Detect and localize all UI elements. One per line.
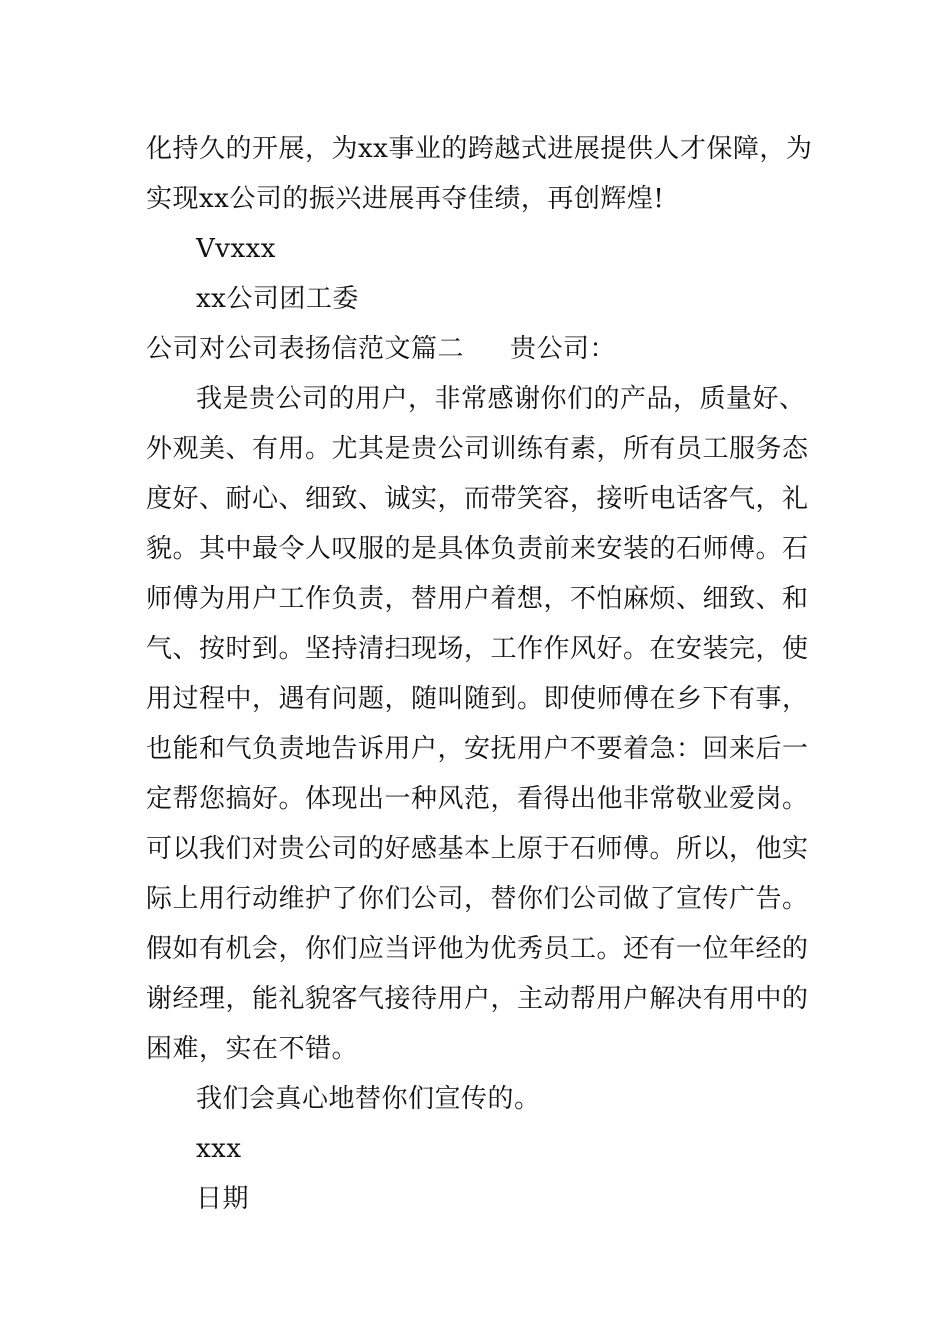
- body-line: 师傅为用户工作负责，替用户着想，不怕麻烦、细致、和: [146, 584, 809, 614]
- body-line: 假如有机会，你们应当评他为优秀员工。还有一位年经的: [146, 934, 809, 964]
- intro-line: 实现xx公司的振兴进展再夺佳绩，再创辉煌!: [146, 184, 665, 214]
- body-line: 我是贵公司的用户，非常感谢你们的产品，质量好、: [196, 384, 806, 414]
- intro-line: 化持久的开展，为xx事业的跨越式进展提供人才保障，为: [146, 134, 813, 164]
- closing-line: 我们会真心地替你们宣传的。: [196, 1084, 541, 1114]
- body-line: 可以我们对贵公司的好感基本上原于石师傅。所以，他实: [146, 834, 809, 864]
- body-line: 困难，实在不错。: [146, 1034, 359, 1064]
- body-line: 貌。其中最令人叹服的是具体负责前来安装的石师傅。石: [146, 534, 809, 564]
- body-line: 谢经理，能礼貌客气接待用户，主动帮用户解决有用中的: [146, 984, 809, 1014]
- date-label: 日期: [196, 1184, 250, 1214]
- salutation: 贵公司：: [510, 334, 617, 364]
- section-heading-row: [146, 333, 616, 365]
- body-line: 度好、耐心、细致、诚实，而带笑容，接听电话客气，礼: [146, 484, 809, 514]
- body-line: 际上用行动维护了你们公司，替你们公司做了宣传广告。: [146, 884, 809, 914]
- section-title: 公司对公司表扬信范文篇二: [146, 334, 465, 364]
- body-line: 定帮您搞好。体现出一种风范，看得出他非常敬业爱岗。: [146, 784, 809, 814]
- signature-name: xxx: [196, 1134, 242, 1164]
- body-line: 外观美、有用。尤其是贵公司训练有素，所有员工服务态: [146, 434, 809, 464]
- body-line: 用过程中，遇有问题，随叫随到。即使师傅在乡下有事，: [146, 684, 809, 714]
- signature-org: xx公司团工委: [196, 284, 359, 314]
- body-line: 气、按时到。坚持清扫现场，工作作风好。在安装完，使: [146, 634, 809, 664]
- signature-line: Vvxxx: [196, 234, 276, 264]
- body-line: 也能和气负责地告诉用户，安抚用户不要着急：回来后一: [146, 734, 809, 764]
